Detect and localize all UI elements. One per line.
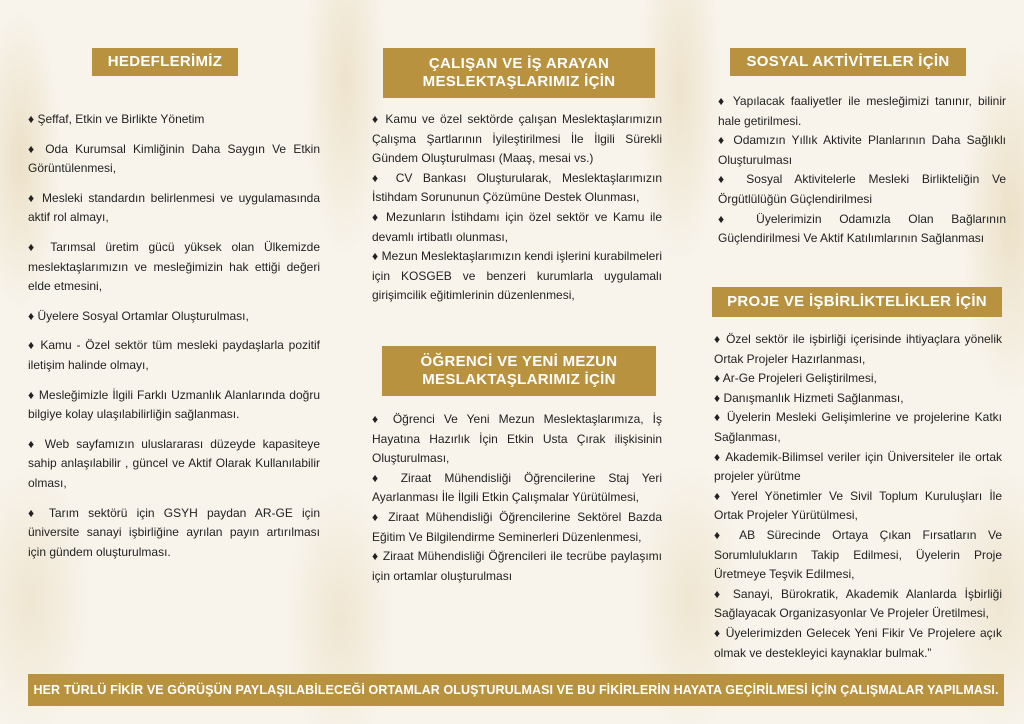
list-item: ♦ Kamu ve özel sektörde çalışan Meslektaşlarımızın Çalışma Şartlarının İyileştirilmesi İle İlgili Sürekli Gündem Oluşturulması (Maaş, mesai vs.) [372, 112, 662, 166]
list-item: ♦ Kamu - Özel sektör tüm mesleki paydaşlarla pozitif iletişim halinde olmayı, [28, 338, 320, 372]
list-item: ♦ Ziraat Mühendisliği Öğrencileri ile tecrübe paylaşımı için ortamlar oluşturulması [372, 549, 662, 583]
list-item: ♦ Üyelerimizden Gelecek Yeni Fikir Ve Projelere açık olmak ve destekleyici kaynaklar bulmak.” [714, 625, 1002, 660]
list-item: ♦ Odamızın Yıllık Aktivite Planlarının Daha Sağlıklı Oluşturulması [718, 133, 1006, 167]
list-item: ♦ Akademik-Bilimsel veriler için Üniversiteler ile ortak projeler yürütme [714, 449, 1002, 484]
list-item: ♦ Tarımsal üretim gücü yüksek olan Ülkemizde meslektaşlarımızın ve mesleğimizin hak ettiği değeri elde etmesini, [28, 239, 320, 294]
list-proje [714, 330, 1002, 663]
list-item: ♦ Mesleğimizle İlgili Farklı Uzmanlık Alanlarında doğru bilgiye kolay ulaşılabilirliğin sağlanması. [28, 387, 320, 422]
list-item: ♦ Üyelerin Mesleki Gelişimlerine ve projelerine Katkı Sağlanması, [714, 410, 1002, 444]
list-item: ♦ Özel sektör ile işbirliği içerisinde ihtiyaçlara yönelik Ortak Projeler Hazırlanması, [714, 332, 1002, 366]
list-item: ♦ Ziraat Mühendisliği Öğrencilerine Sektörel Bazda Eğitim Ve Bilgilendirme Seminerleri Düzenlenmesi, [372, 509, 662, 544]
list-item: ♦ Yapılacak faaliyetler ile mesleğimizi tanınır, bilinir hale getirilmesi. [718, 94, 1006, 128]
list-item: ♦ Öğrenci Ve Yeni Mezun Meslektaşlarımıza, İş Hayatına Hazırlık İçin Etkin Usta Çırak ilişkisinin Oluşturulması, [372, 412, 662, 466]
heading-hedeflerimiz: HEDEFLERİMİZ [92, 48, 238, 76]
list-item: ♦ AB Sürecinde Ortaya Çıkan Fırsatların Ve Sorumlulukların Takip Edilmesi, Üyelerin Proje Üretmeye Teşvik Edilmesi, [714, 527, 1002, 582]
list-item: ♦ Mezun Meslektaşlarımızın kendi işlerini kurabilmeleri için KOSGEB ve benzeri kurumlarla uygulamalı girişimcilik eğitimlerinin düzenlenmesi, [372, 249, 662, 303]
list-item: ♦ Web sayfamızın uluslararası düzeyde kapasiteye sahip anlaşılabilir , güncel ve Aktif Olarak Kullanılabilir olması, [28, 436, 320, 490]
list-item: ♦ Üyelere Sosyal Ortamlar Oluşturulması, [28, 308, 249, 323]
list-item: ♦ CV Bankası Oluşturularak, Meslektaşlarımızın İstihdam Sorununun Çözümüne Destek Olunması, [372, 170, 662, 205]
list-item: ♦ Danışmanlık Hizmeti Sağlanması, [714, 390, 904, 405]
footer-banner: HER TÜRLÜ FİKİR VE GÖRÜŞÜN PAYLAŞILABİLECEĞİ ORTAMLAR OLUŞTURULMASI VE BU FİKİRLERİN HAYATA GEÇİRİLMESİ İÇİN ÇALIŞMALAR YAPILMASI. [28, 674, 1004, 706]
heading-proje: PROJE VE İŞBİRLİKTELİKLER İÇİN [712, 287, 1002, 317]
list-item: ♦ Oda Kurumsal Kimliğinin Daha Saygın Ve Etkin Görüntülenmesi, [28, 141, 320, 176]
list-item: ♦ Yerel Yönetimler Ve Sivil Toplum Kuruluşları İle Ortak Projeler Yürütülmesi, [714, 488, 1002, 523]
list-ogrenci [372, 410, 662, 586]
list-item: ♦ Şeffaf, Etkin ve Birlikte Yönetim [28, 112, 205, 126]
list-hedeflerimiz [28, 110, 320, 572]
list-item: ♦ Sanayi, Bürokratik, Akademik Alanlarda İşbirliği Sağlayacak Organizasyonlar Ve Projeler Üretilmesi, [714, 586, 1002, 621]
heading-calisan: ÇALIŞAN VE İŞ ARAYAN MESLEKTAŞLARIMIZ İÇİN [383, 48, 655, 98]
list-sosyal [718, 92, 1006, 249]
list-item: ♦ Ziraat Mühendisliği Öğrencilerine Staj Yeri Ayarlanması İle İlgili Etkin Çalışmalar Yürütülmesi, [372, 470, 662, 505]
list-item: ♦ Mezunların İstihdamı için özel sektör ve Kamu ile devamlı irtibatlı olunması, [372, 209, 662, 244]
list-item: ♦ Ar-Ge Projeleri Geliştirilmesi, [714, 371, 877, 386]
heading-ogrenci: ÖĞRENCİ VE YENİ MEZUN MESLAKTAŞLARIMIZ İÇİN [382, 346, 656, 396]
heading-sosyal: SOSYAL AKTİVİTELER İÇİN [730, 48, 966, 76]
list-item: ♦ Mesleki standardın belirlenmesi ve uygulamasında aktif rol almayı, [28, 190, 320, 225]
list-item: ♦ Sosyal Aktivitelerle Mesleki Birlikteliğin Ve Örgütlülüğün Güçlendirilmesi [718, 172, 1006, 206]
list-calisan [372, 110, 662, 306]
list-item: ♦ Üyelerimizin Odamızla Olan Bağlarının Güçlendirilmesi Ve Aktif Katılımlarının Sağlanması [718, 211, 1006, 246]
list-item: ♦ Tarım sektörü için GSYH paydan AR-GE için üniversite sanayi işbirliğine ayrılan payın artırılması için gündem oluşturulması. [28, 505, 320, 559]
